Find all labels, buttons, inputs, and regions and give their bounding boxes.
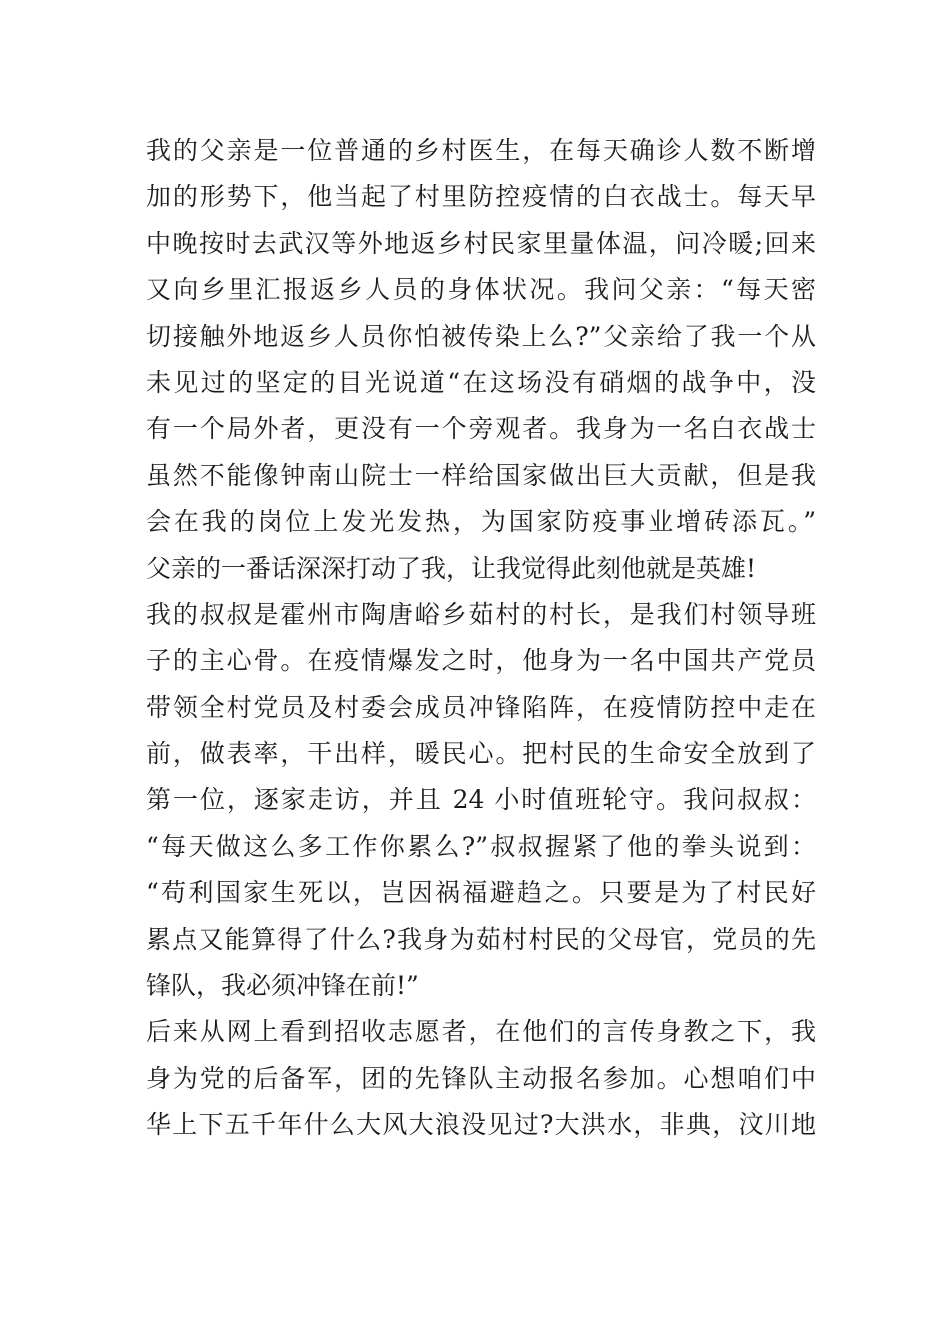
text-line: 锋队，我必须冲锋在前!”: [146, 971, 419, 1001]
text-line: 有一个局外者，更没有一个旁观者。我身为一名白衣战士: [146, 414, 816, 444]
text-line: 会在我的岗位上发光发热，为国家防疫事业增砖添瓦。”: [146, 507, 816, 537]
text-line: 又向乡里汇报返乡人员的身体状况。我问父亲：“每天密: [146, 275, 816, 305]
text-line: 未见过的坚定的目光说道“在这场没有硝烟的战争中，没: [146, 367, 816, 397]
text-line: “每天做这么多工作你累么?”叔叔握紧了他的拳头说到：: [146, 831, 816, 861]
text-line: 我的父亲是一位普通的乡村医生，在每天确诊人数不断增: [146, 136, 816, 165]
text-line: 累点又能算得了什么?我身为茹村村民的父母官，党员的先: [146, 924, 816, 954]
text-line: 虽然不能像钟南山院士一样给国家做出巨大贡献，但是我: [146, 460, 816, 490]
text-line: 前，做表率，干出样，暖民心。把村民的生命安全放到了: [146, 739, 816, 769]
text-line: 切接触外地返乡人员你怕被传染上么?”父亲给了我一个从: [146, 321, 816, 351]
text-line: 我的叔叔是霍州市陶唐峪乡茹村的村长，是我们村领导班: [146, 599, 816, 629]
text-line: 华上下五千年什么大风大浪没见过?大洪水，非典，汶川地: [146, 1110, 816, 1140]
text-line: 加的形势下，他当起了村里防控疫情的白衣战士。每天早: [146, 182, 816, 212]
text-line: “苟利国家生死以，岂因祸福避趋之。只要是为了村民好: [146, 878, 816, 908]
text-line: 第一位，逐家走访，并且 24 小时值班轮守。我问叔叔：: [146, 785, 816, 815]
text-line: 中晚按时去武汉等外地返乡村民家里量体温，问冷暖;回来: [146, 228, 816, 258]
text-line: 带领全村党员及村委会成员冲锋陷阵，在疫情防控中走在: [146, 692, 816, 722]
text-line: 后来从网上看到招收志愿者，在他们的言传身教之下，我: [146, 1017, 816, 1047]
body-text: [146, 128, 816, 1149]
text-line: 身为党的后备军，团的先锋队主动报名参加。心想咱们中: [146, 1063, 816, 1093]
text-line: 父亲的一番话深深打动了我，让我觉得此刻他就是英雄!: [146, 553, 757, 583]
text-line: 子的主心骨。在疫情爆发之时，他身为一名中国共产党员: [146, 646, 816, 676]
